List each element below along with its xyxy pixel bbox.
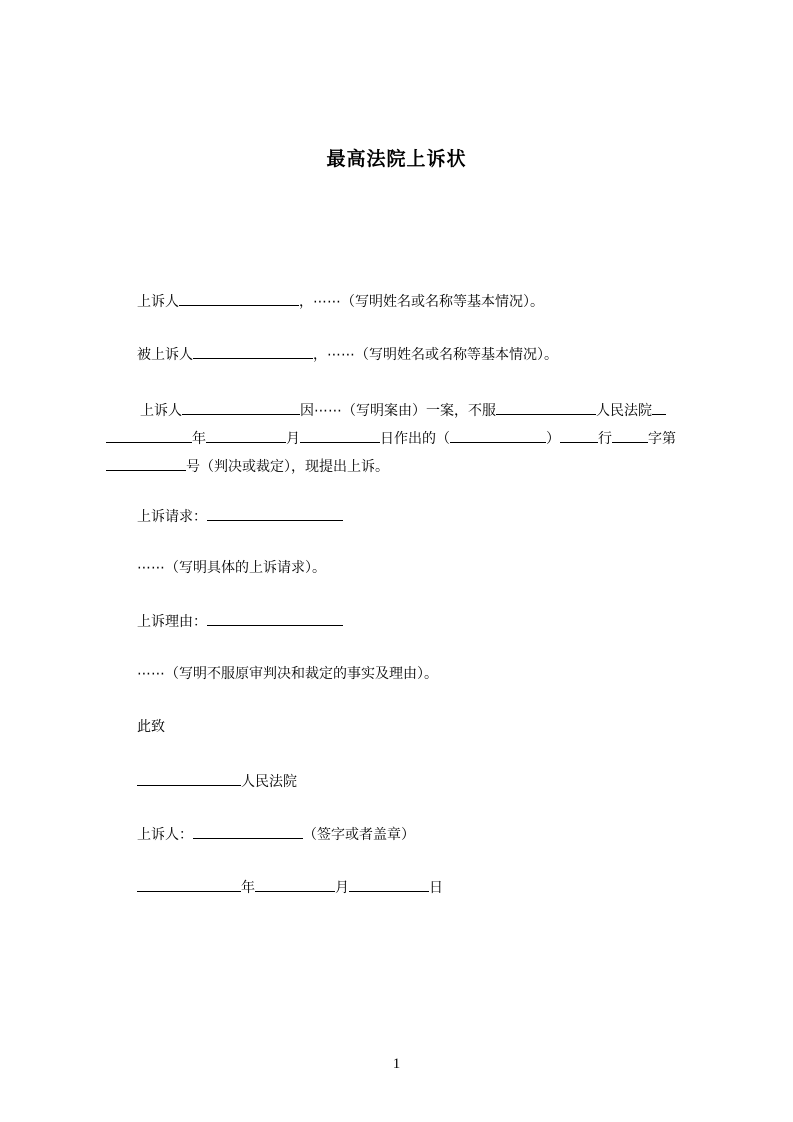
page-number: 1 (392, 1056, 401, 1072)
signature-note: （签字或者盖章） (303, 827, 415, 843)
date-month-blank[interactable] (255, 877, 335, 892)
signature-line (137, 824, 415, 845)
court-trailing-blank[interactable] (652, 400, 666, 415)
appellee-line (137, 344, 558, 365)
appellant-name-blank[interactable] (179, 291, 299, 306)
appellee-suffix: ，⋯⋯（写明姓名或名称等基本情况）。 (313, 347, 558, 363)
case-number-blank[interactable] (106, 456, 186, 471)
zidi-label: 字第 (648, 431, 676, 447)
court-name-blank[interactable] (137, 771, 241, 786)
case-prefix-blank[interactable] (560, 428, 598, 443)
appeal-statement: 号（判决或裁定），现提出上诉。 (186, 459, 389, 475)
judgment-month-blank[interactable] (206, 428, 286, 443)
reason-blank[interactable] (207, 611, 343, 626)
year-label: 年 (192, 431, 206, 447)
closing-paren: ） (546, 431, 560, 447)
request-line (137, 506, 343, 527)
date-line (137, 877, 443, 898)
date-day-label: 日 (429, 880, 443, 896)
case-paragraph (106, 397, 706, 481)
signature-blank[interactable] (193, 824, 303, 839)
date-day-blank[interactable] (349, 877, 429, 892)
court-line (137, 771, 297, 792)
case-appellant-blank[interactable] (182, 400, 300, 415)
request-label: 上诉请求： (137, 509, 207, 525)
request-blank[interactable] (207, 506, 343, 521)
judgment-year-blank[interactable] (106, 428, 192, 443)
court-suffix-text: 人民法院 (596, 403, 652, 419)
xing-label: 行 (598, 431, 612, 447)
original-court-blank[interactable] (496, 400, 596, 415)
case-appellant-label: 上诉人 (140, 403, 182, 419)
reason-detail: ⋯⋯（写明不服原审判决和裁定的事实及理由）。 (137, 666, 438, 682)
made-by-text: 日作出的（ (380, 431, 450, 447)
date-year-label: 年 (241, 880, 255, 896)
judgment-day-blank[interactable] (300, 428, 380, 443)
reason-line (137, 611, 343, 632)
appellee-name-blank[interactable] (193, 344, 313, 359)
case-type-blank[interactable] (612, 428, 648, 443)
case-cause-text: 因⋯⋯（写明案由）一案，不服 (300, 403, 496, 419)
appellant-line (137, 291, 544, 312)
month-label: 月 (286, 431, 300, 447)
document-title: 最高法院上诉状 (326, 148, 467, 170)
appellant-suffix: ，⋯⋯（写明姓名或名称等基本情况）。 (299, 294, 544, 310)
date-year-blank[interactable] (137, 877, 241, 892)
appellee-label: 被上诉人 (137, 347, 193, 363)
reason-label: 上诉理由： (137, 614, 207, 630)
request-detail: ⋯⋯（写明具体的上诉请求）。 (137, 560, 326, 576)
case-year-blank[interactable] (450, 428, 546, 443)
appellant-label: 上诉人 (137, 294, 179, 310)
date-month-label: 月 (335, 880, 349, 896)
court-suffix: 人民法院 (241, 774, 297, 790)
signature-label: 上诉人： (137, 827, 193, 843)
regards-text: 此致 (137, 719, 165, 735)
